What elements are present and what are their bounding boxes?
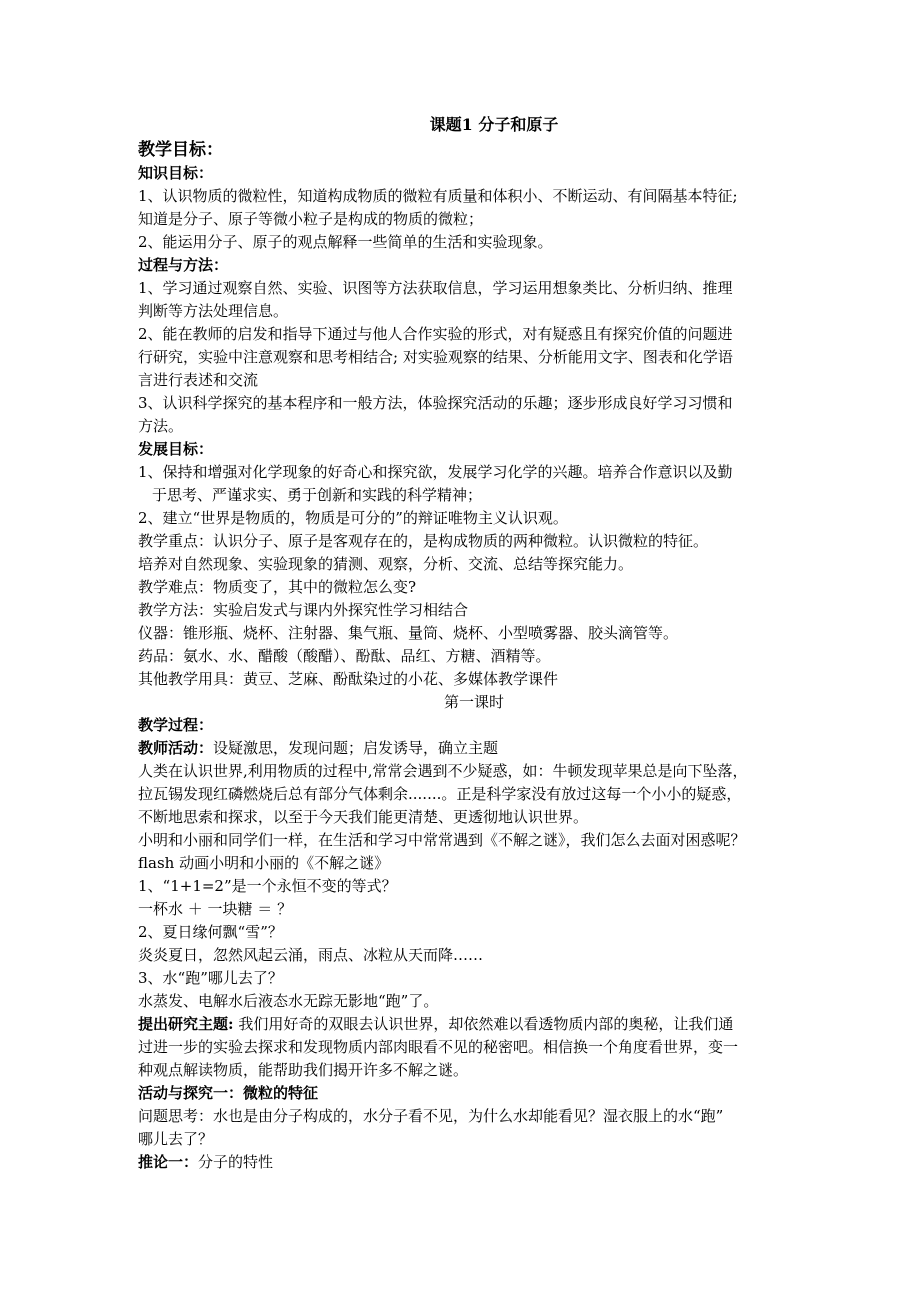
development-item: 于思考、严谨求实、勇于创新和实践的科学精神； xyxy=(152,486,483,504)
knowledge-item: 2、能运用分子、原子的观点解释一些简单的生活和实验现象。 xyxy=(138,233,553,251)
intro-line: flash 动画小明和小丽的《不解之谜》 xyxy=(138,854,390,872)
question-line: 问题思考：水也是由分子构成的，水分子看不见，为什么水却能看见？湿衣服上的水“跑” xyxy=(138,1107,724,1125)
question-line: 哪儿去了？ xyxy=(138,1130,214,1148)
process-item: 方法。 xyxy=(138,417,184,435)
teacher-activity-label: 教师活动： xyxy=(138,739,214,757)
other-tools: 其他教学用具：黄豆、芝麻、酚酞染过的小花、多媒体教学课件 xyxy=(138,670,559,688)
key-points-ability: 培养对自然现象、实验现象的猜测、观察，分析、交流、总结等探究能力。 xyxy=(138,555,634,573)
chemicals: 药品：氨水、水、醋酸（酸醋）、酚酞、品红、方糖、酒精等。 xyxy=(138,647,551,665)
instruments: 仪器：锥形瓶、烧杯、注射器、集气瓶、量筒、烧杯、小型喷雾器、胶头滴管等。 xyxy=(138,624,679,642)
process-item: 行研究，实验中注意观察和思考相结合; 对实验观察的结果、分析能用文字、图表和化学语 xyxy=(138,348,733,366)
research-topic-line: 种观点解读物质，能帮助我们揭开许多不解之谜。 xyxy=(138,1061,469,1079)
knowledge-goals-label: 知识目标： xyxy=(138,164,214,182)
intro-line: 人类在认识世界,利用物质的过程中,常常会遇到不少疑惑，如：牛顿发现苹果总是向下坠落， xyxy=(138,762,748,780)
process-item: 言进行表述和交流 xyxy=(138,371,259,389)
knowledge-item: 1、认识物质的微粒性，知道构成物质的微粒有质量和体积小、不断运动、有间隔基本特征; xyxy=(138,187,738,205)
teacher-activity-text: 设疑激思，发现问题；启发诱导，确立主题 xyxy=(213,739,499,757)
puzzle-line: 炎炎夏日，忽然风起云涌，雨点、冰粒从天而降…… xyxy=(138,946,484,964)
puzzle-line: 2、夏日缘何飘“雪”？ xyxy=(138,923,283,941)
inference-one-text: 分子的特性 xyxy=(198,1153,274,1171)
puzzle-line: 3、水“跑”哪儿去了？ xyxy=(138,969,283,987)
development-item: 2、建立“世界是物质的，物质是可分的”的辩证唯物主义认识观。 xyxy=(138,509,568,527)
process-item: 判断等方法处理信息。 xyxy=(138,302,289,320)
puzzle-line: 1、“1+1=2”是一个永恒不变的等式？ xyxy=(138,877,397,895)
intro-line: 不断地思索和探求，以至于今天我们能更清楚、更透彻地认识世界。 xyxy=(138,808,589,826)
document-body xyxy=(138,112,790,1174)
inference-one xyxy=(138,1151,790,1174)
teaching-process-heading: 教学过程： xyxy=(138,716,214,734)
development-item: 1、保持和增强对化学现象的好奇心和探究欲，发展学习化学的兴趣。培养合作意识以及勤 xyxy=(138,463,733,481)
process-method-label: 过程与方法： xyxy=(138,256,229,274)
process-item: 3、认识科学探究的基本程序和一般方法，体验探究活动的乐趣；逐步形成良好学习习惯和 xyxy=(138,394,733,412)
teacher-activity xyxy=(138,737,790,760)
intro-line: 拉瓦锡发现红磷燃烧后总有部分气体剩余.......。正是科学家没有放过这每一个小小的疑惑， xyxy=(138,785,742,803)
activity-one-heading: 活动与探究一：微粒的特征 xyxy=(138,1084,319,1102)
development-goals-label: 发展目标： xyxy=(138,440,214,458)
research-topic-label: 提出研究主题: xyxy=(138,1015,234,1033)
key-points: 教学重点：认识分子、原子是客观存在的，是构成物质的两种微粒。认识微粒的特征。 xyxy=(138,532,709,550)
puzzle-line: 水蒸发、电解水后液态水无踪无影地“跑”了。 xyxy=(138,992,439,1010)
process-item: 2、能在教师的启发和指导下通过与他人合作实验的形式，对有疑惑且有探究价值的问题进 xyxy=(138,325,733,343)
inference-one-label: 推论一： xyxy=(138,1153,199,1171)
process-item: 1、学习通过观察自然、实验、识图等方法获取信息，学习运用想象类比、分析归纳、推理 xyxy=(138,279,733,297)
research-topic-text: 我们用好奇的双眼去认识世界，却依然难以看透物质内部的奥秘，让我们通 xyxy=(233,1015,734,1033)
research-topic-line: 过进一步的实验去探求和发现物质内部肉眼看不见的秘密吧。相信换一个角度看世界，变一 xyxy=(138,1038,739,1056)
teaching-goals-heading: 教学目标： xyxy=(138,140,223,160)
knowledge-item: 知道是分子、原子等微小粒子是构成的物质的微粒； xyxy=(138,210,484,228)
intro-line: 小明和小丽和同学们一样，在生活和学习中常常遇到《不解之谜》，我们怎么去面对困惑呢？ xyxy=(138,831,746,849)
document-title: 课题1 分子和原子 xyxy=(429,115,559,134)
research-topic xyxy=(138,1013,790,1036)
puzzle-line: 一杯水 ＋ 一块糖 ＝ ？ xyxy=(138,900,293,918)
difficulty: 教学难点：物质变了，其中的微粒怎么变? xyxy=(138,578,417,596)
lesson-one-heading: 第一课时 xyxy=(443,693,504,711)
teaching-method: 教学方法：实验启发式与课内外探究性学习相结合 xyxy=(138,601,469,619)
